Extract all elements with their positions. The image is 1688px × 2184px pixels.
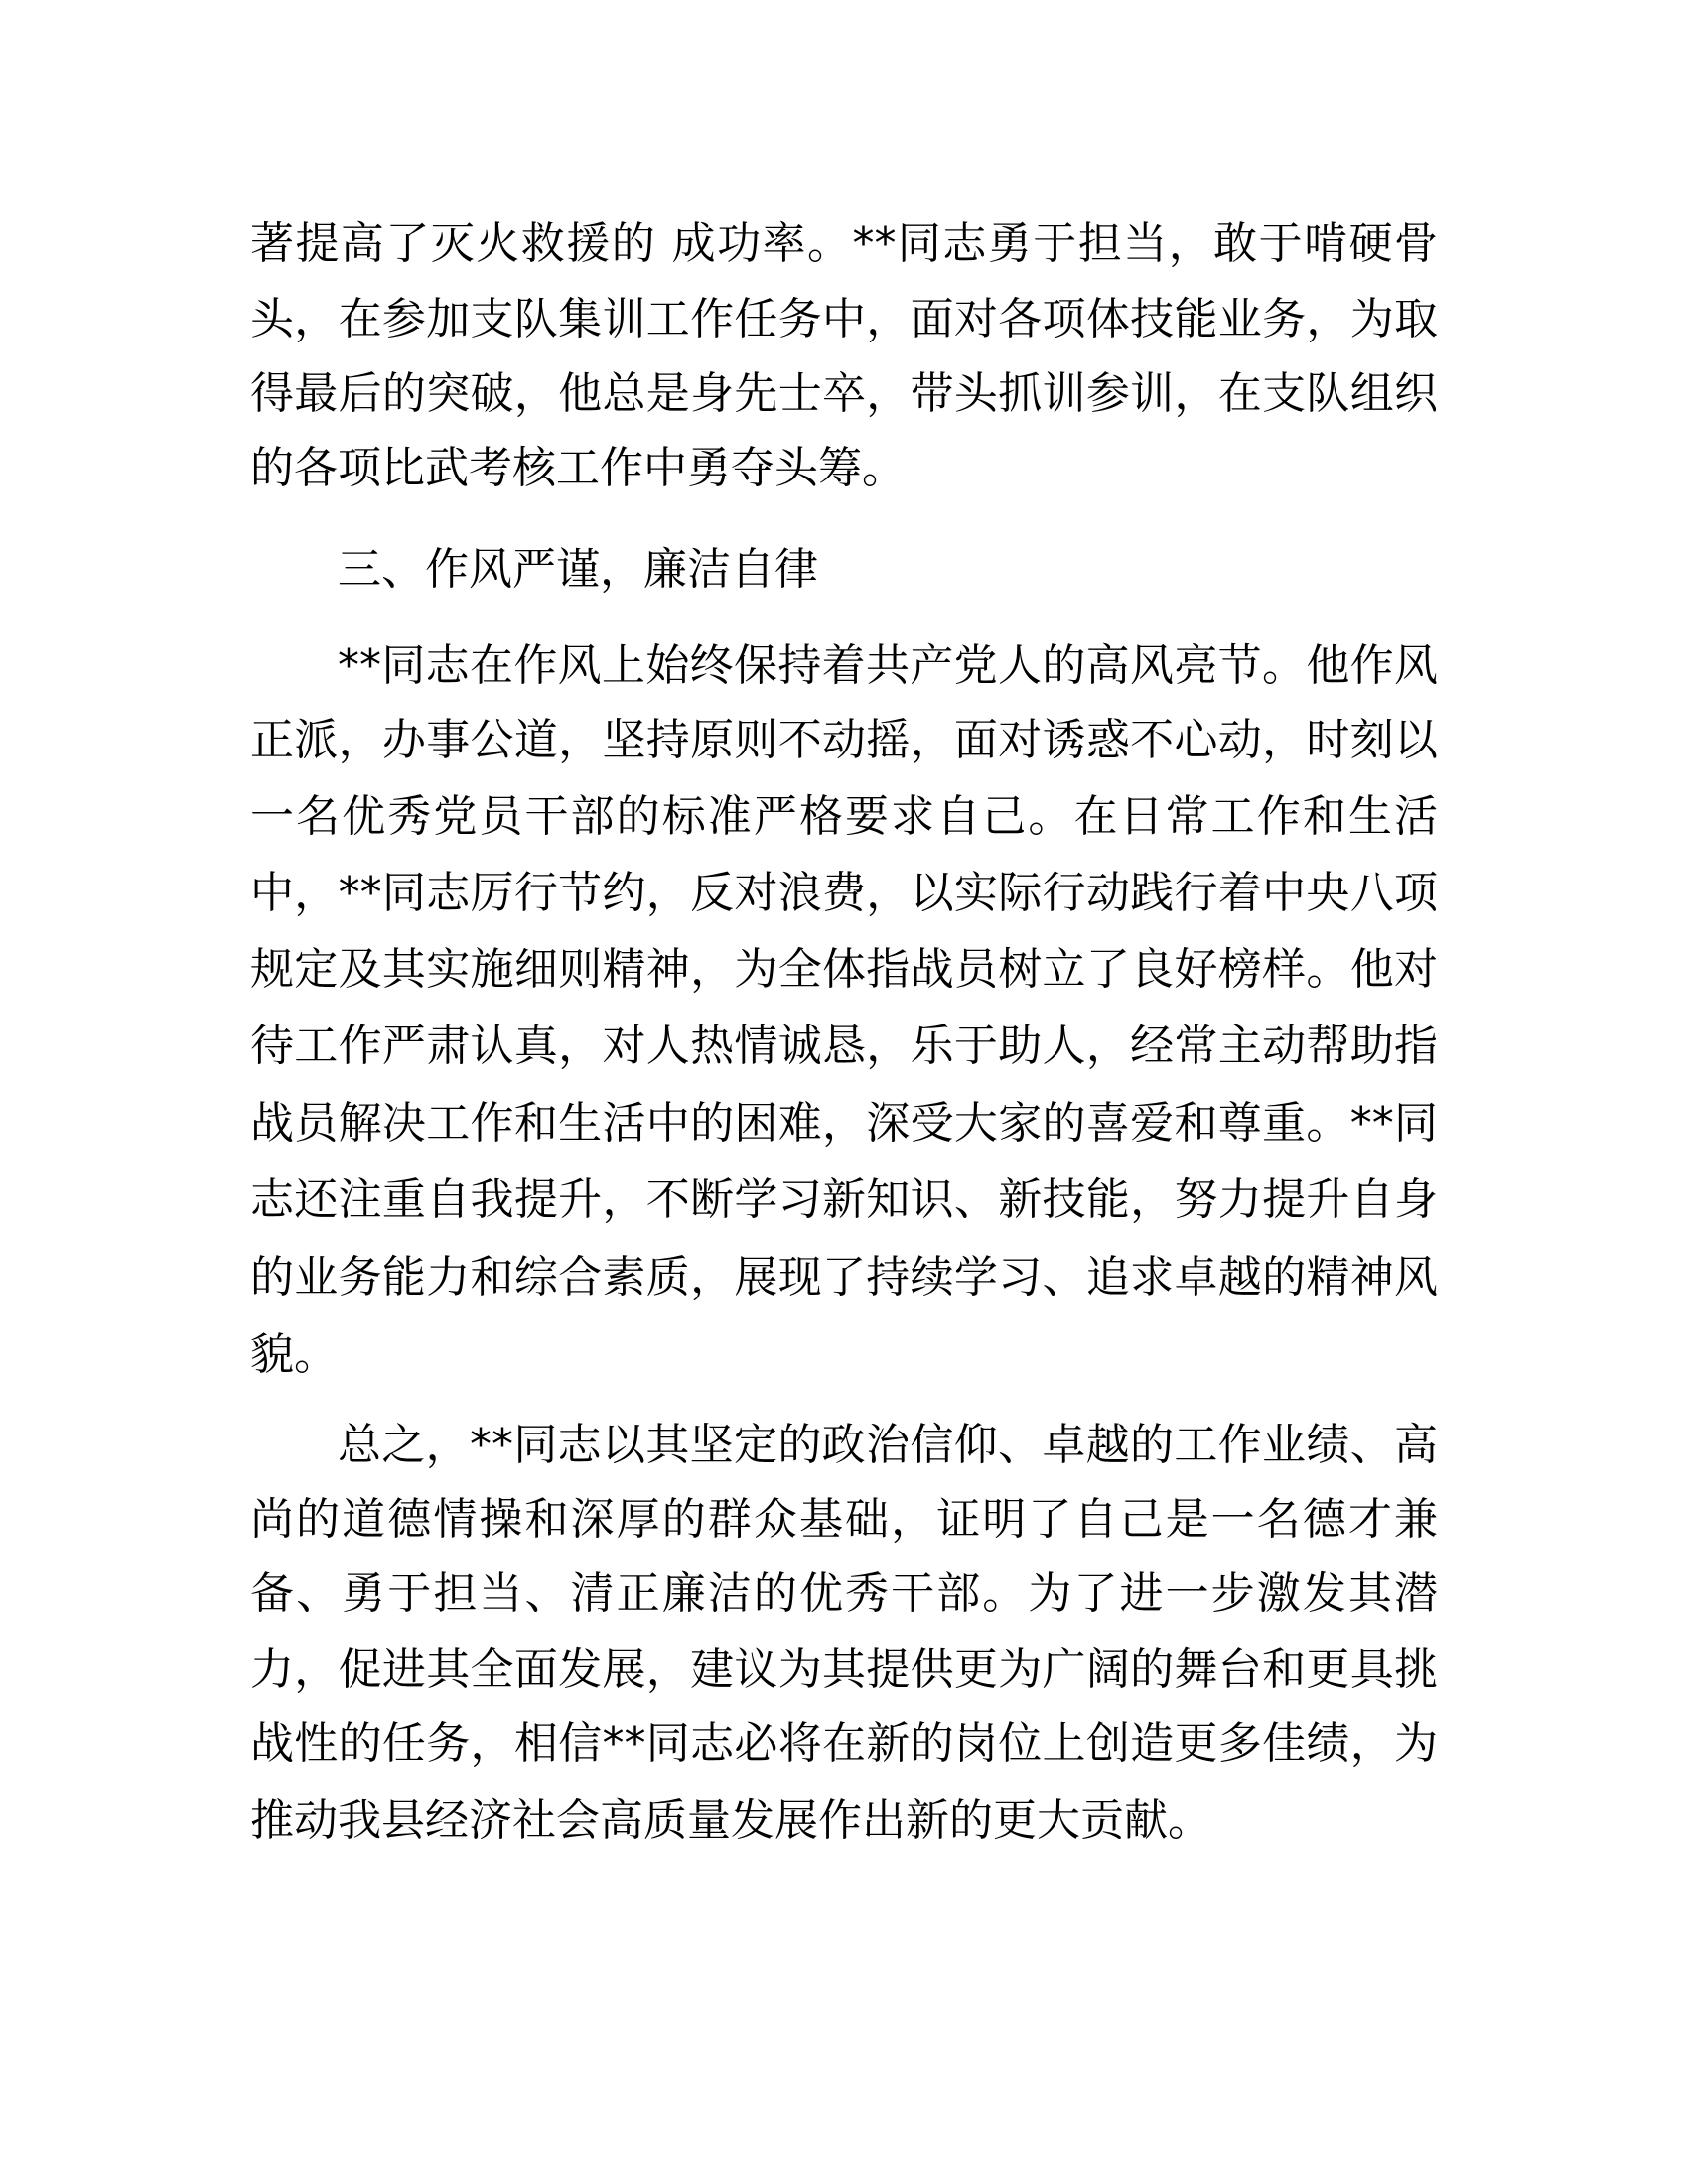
text-line: 头，在参加支队集训工作任务中，面对各项体技能业务，为取 <box>250 294 1438 344</box>
text-line: 尚的道德情操和深厚的群众基础，证明了自己是一名德才兼 <box>250 1494 1438 1545</box>
text-line: 志还注重自我提升，不断学习新知识、新技能，努力提升自身 <box>250 1174 1438 1225</box>
text-line: **同志在作风上始终保持着共产党人的高风亮节。他作风 <box>338 640 1438 691</box>
text-line: 待工作严肃认真，对人热情诚恳，乐于助人，经常主动帮助指 <box>250 1021 1438 1071</box>
text-line: 战员解决工作和生活中的困难，深受大家的喜爱和尊重。**同 <box>250 1098 1438 1149</box>
text-line: 总之，**同志以其坚定的政治信仰、卓越的工作业绩、高 <box>338 1420 1438 1470</box>
heading-text: 三、作风严谨，廉洁自律 <box>338 544 818 595</box>
text-line: 得最后的突破，他总是身先士卒，带头抓训参训，在支队组织 <box>250 368 1438 419</box>
text-line: 力，促进其全面发展，建议为其提供更为广阔的舞台和更具挑 <box>250 1644 1438 1695</box>
text-line: 战性的任务，相信**同志必将在新的岗位上创造更多佳绩，为 <box>250 1718 1438 1769</box>
text-line: 正派，办事公道，坚持原则不动摇，面对诱惑不心动，时刻以 <box>250 715 1438 765</box>
text-line: 规定及其实施细则精神，为全体指战员树立了良好榜样。他对 <box>250 944 1438 995</box>
text-line: 备、勇于担当、清正廉洁的优秀干部。为了进一步激发其潜 <box>250 1569 1438 1619</box>
text-line: 一名优秀党员干部的标准严格要求自己。在日常工作和生活 <box>250 791 1438 842</box>
text-line: 的各项比武考核工作中勇夺头筹。 <box>250 443 906 493</box>
text-line: 貌。 <box>250 1329 338 1380</box>
text-line: 推动我县经济社会高质量发展作出新的更大贡献。 <box>250 1795 1211 1845</box>
text-line: 中，**同志厉行节约，反对浪费，以实际行动践行着中央八项 <box>250 868 1438 918</box>
text-line: 的业务能力和综合素质，展现了持续学习、追求卓越的精神风 <box>250 1252 1438 1302</box>
text-line: 著提高了灭火救援的 成功率。**同志勇于担当，敢于啃硬骨 <box>250 218 1438 269</box>
